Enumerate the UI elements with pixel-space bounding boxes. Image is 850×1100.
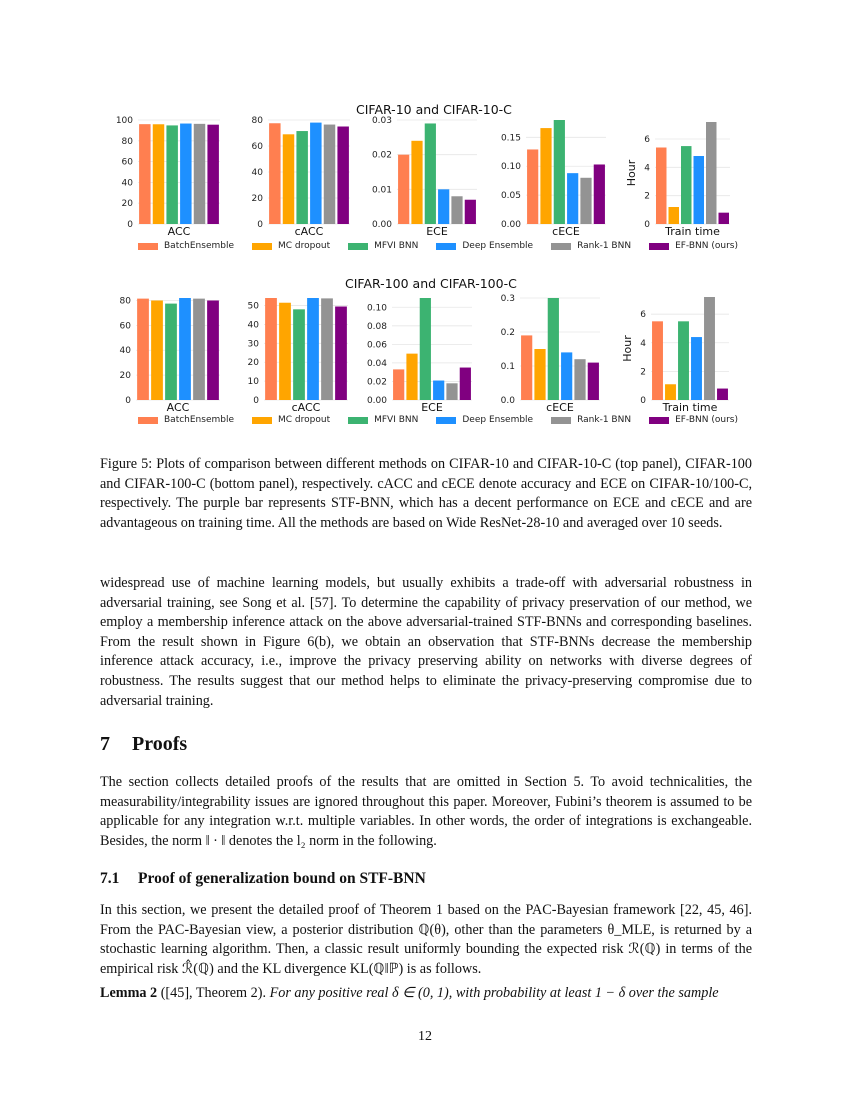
svg-text:0.00: 0.00	[500, 220, 521, 230]
legend-swatch	[138, 243, 158, 250]
legend-swatch	[551, 417, 571, 424]
page-number: 12	[418, 1029, 432, 1044]
svg-text:0.00: 0.00	[366, 396, 387, 406]
svg-text:4: 4	[644, 163, 650, 174]
svg-text:Hour: Hour	[625, 159, 638, 187]
svg-text:50: 50	[247, 301, 259, 312]
bottom-panel-title: CIFAR-100 and CIFAR-100-C	[345, 276, 517, 291]
svg-text:Train time: Train time	[662, 401, 718, 414]
svg-text:0: 0	[644, 220, 650, 230]
svg-text:ECE: ECE	[421, 401, 443, 414]
svg-text:60: 60	[251, 142, 263, 152]
legend-swatch	[649, 417, 669, 424]
svg-text:ECE: ECE	[426, 225, 448, 238]
svg-text:Hour: Hour	[621, 335, 634, 362]
svg-text:2: 2	[640, 367, 646, 378]
svg-text:4: 4	[640, 338, 646, 349]
figure-caption: Figure 5: Plots of comparison between different methods on CIFAR-10 and CIFAR-10-C (top panel), CIFAR-100 and CIFAR-100-C (bottom panel), respectively. cACC and cECE denote accuracy and ECE on CIFAR-10/100-C, respectively. The purple bar represents STF-BNN, which has a decent performance on ECE and cECE and are advantageous on training time. All the methods are based on Wide ResNet-28-10 and averaged over 10 seeds.	[100, 456, 752, 531]
svg-text:2: 2	[644, 191, 650, 202]
body-paragraph: In this section, we present the detailed proof of Theorem 1 based on the PAC-Bayesian framework [22, 45, 46]. From the PAC-Bayesian view, a posterior distribution ℚ(θ), other than the parameters θ_MLE, is returned by a stochastic learning algorithm. Then, a classic result uniformly bounding the expected risk ℛ(ℚ) in terms of the empirical risk ℛ̂(ℚ) and the KL divergence KL(ℚ‖ℙ) is as follows.	[100, 902, 752, 977]
legend-item: MC dropout	[252, 241, 330, 251]
top-panel-title: CIFAR-10 and CIFAR-10-C	[356, 102, 512, 117]
svg-text:cECE: cECE	[552, 225, 580, 238]
svg-text:0.3: 0.3	[500, 294, 515, 304]
legend-item: BatchEnsemble	[138, 415, 234, 425]
svg-text:0.06: 0.06	[366, 340, 387, 351]
svg-text:6: 6	[640, 310, 646, 321]
svg-text:0.02: 0.02	[371, 150, 392, 161]
svg-text:0.01: 0.01	[371, 185, 392, 196]
legend-swatch	[348, 243, 368, 250]
svg-text:cACC: cACC	[291, 401, 321, 414]
subsection-heading: 7.1 Proof of generalization bound on STF-BNN	[100, 870, 426, 887]
svg-text:20: 20	[121, 199, 133, 210]
svg-text:0: 0	[640, 396, 646, 406]
svg-text:0: 0	[125, 396, 131, 406]
svg-text:ACC: ACC	[167, 225, 191, 238]
svg-text:0.08: 0.08	[366, 321, 387, 332]
legend-swatch	[551, 243, 571, 250]
legend-item: Deep Ensemble	[436, 415, 533, 425]
legend-item: MFVI BNN	[348, 415, 418, 425]
bar	[678, 321, 689, 400]
svg-text:20: 20	[119, 371, 131, 382]
bar	[704, 297, 715, 400]
svg-text:0.15: 0.15	[500, 133, 521, 144]
legend-bottom	[138, 415, 738, 425]
legend-item: Deep Ensemble	[436, 241, 533, 251]
body-paragraph: widespread use of machine learning models, but usually exhibits a trade-off with adversarial robustness in adversarial training, see Song et al. [57]. To determine the capability of privacy preservation of our method, we employ a membership inference attack on the above adversarial-trained STF-BNNs and corresponding baselines. From the result shown in Figure 6(b), we obtain an observation that STF-BNNs decrease the membership inference attack accuracy, i.e., improve the privacy preserving ability on networks with diverse degrees of robustness. The results suggest that our method helps to eliminate the privacy-preserving compromise due to adversarial training.	[100, 575, 752, 709]
svg-text:20: 20	[247, 358, 259, 369]
legend-item: Rank-1 BNN	[551, 241, 631, 251]
body-paragraph: The section collects detailed proofs of the results that are omitted in Section 5. To avoid technicalities, the measurability/integrability issues are ignored throughout this paper. Moreover, Fubini’s theorem is assumed to be applicable for any integration w.r.t. multiple variables. In other words, the order of integrations is exchangeable. Besides, the norm ‖ · ‖ denotes the l₂ norm in the following.	[100, 774, 752, 849]
svg-text:cACC: cACC	[294, 225, 324, 238]
lemma-statement: Lemma 2 ([45], Theorem 2). For any positive real δ ∈ (0, 1), with probability at least 1 − δ over the sample	[100, 985, 719, 1001]
legend-swatch	[436, 417, 456, 424]
svg-text:80: 80	[121, 136, 133, 147]
legend-swatch	[138, 417, 158, 424]
svg-text:0.10: 0.10	[500, 162, 521, 173]
svg-text:40: 40	[121, 178, 133, 189]
legend-item: BatchEnsemble	[138, 241, 234, 251]
svg-text:0.1: 0.1	[500, 362, 515, 372]
svg-text:40: 40	[251, 168, 263, 178]
svg-text:0.04: 0.04	[366, 358, 387, 369]
legend-swatch	[252, 417, 272, 424]
svg-text:0: 0	[257, 220, 263, 230]
section-heading: 7 Proofs	[100, 733, 188, 755]
svg-text:Train time: Train time	[665, 225, 720, 238]
svg-text:0.0: 0.0	[500, 396, 515, 406]
svg-text:0.03: 0.03	[371, 116, 392, 126]
svg-text:0.2: 0.2	[500, 328, 515, 338]
legend-swatch	[436, 243, 456, 250]
legend-swatch	[348, 417, 368, 424]
legend-top	[138, 241, 738, 251]
svg-text:40: 40	[247, 320, 259, 331]
svg-text:0.02: 0.02	[366, 377, 387, 388]
svg-text:80: 80	[119, 296, 131, 307]
legend-item: EF-BNN (ours)	[649, 415, 738, 425]
legend-item: EF-BNN (ours)	[649, 241, 738, 251]
svg-text:ACC: ACC	[166, 401, 190, 414]
legend-item: MFVI BNN	[348, 241, 418, 251]
bar	[665, 384, 676, 400]
svg-text:100: 100	[115, 116, 133, 126]
bar	[717, 389, 728, 400]
svg-text:0.00: 0.00	[371, 220, 392, 230]
legend-item: Rank-1 BNN	[551, 415, 631, 425]
svg-text:0: 0	[127, 220, 133, 230]
legend-swatch	[649, 243, 669, 250]
legend-item: MC dropout	[252, 415, 330, 425]
svg-text:30: 30	[247, 339, 259, 350]
svg-text:10: 10	[247, 377, 259, 388]
svg-text:6: 6	[644, 135, 650, 145]
svg-text:60: 60	[121, 157, 133, 168]
svg-text:60: 60	[119, 321, 131, 332]
svg-text:0.10: 0.10	[366, 303, 387, 314]
legend-swatch	[252, 243, 272, 250]
svg-text:80: 80	[251, 116, 263, 126]
svg-text:40: 40	[119, 346, 131, 357]
svg-text:cECE: cECE	[546, 401, 574, 414]
svg-text:0: 0	[253, 396, 259, 406]
bar	[691, 337, 702, 400]
svg-text:20: 20	[251, 194, 263, 204]
bar	[652, 321, 663, 400]
svg-text:0.05: 0.05	[500, 191, 521, 202]
